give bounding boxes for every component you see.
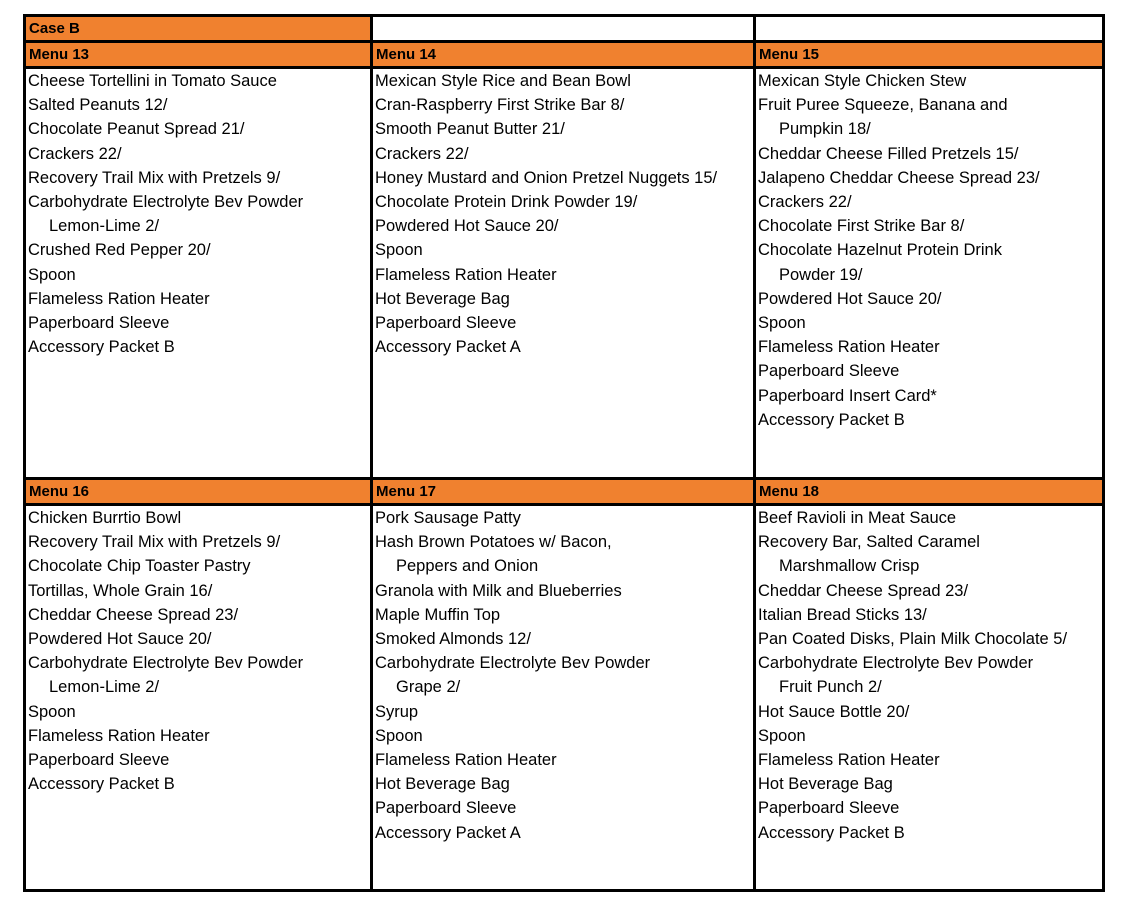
menu-item <box>756 311 1102 335</box>
menu-item-text: Carbohydrate Electrolyte Bev Powder <box>375 654 651 673</box>
menu-item <box>26 263 370 287</box>
menu-item <box>373 142 753 166</box>
menu-16-header: Menu 16 <box>26 480 370 503</box>
menu-item <box>756 651 1102 699</box>
menu-13-header: Menu 13 <box>26 43 370 66</box>
menu-item-text: Accessory Packet A <box>375 338 521 357</box>
menu-item-text: Salted Peanuts 12/ <box>28 96 168 115</box>
menu-item-text: Hot Sauce Bottle 20/ <box>758 702 910 721</box>
menu-item-text: Flameless Ration Heater <box>375 751 557 770</box>
menu-item <box>373 311 753 335</box>
menu-item-text: Paperboard Insert Card* <box>758 386 937 405</box>
menu-item <box>373 651 753 699</box>
menu-item <box>373 627 753 651</box>
menu-item-text: Accessory Packet B <box>28 338 175 357</box>
menu-item <box>373 335 753 359</box>
menu-item <box>373 69 753 93</box>
menu-item-text: Fruit Puree Squeeze, Banana and <box>758 96 1008 115</box>
menu-item <box>756 724 1102 748</box>
blank-header-cell <box>373 17 1102 40</box>
menu-item-text: Recovery Trail Mix with Pretzels 9/ <box>28 533 281 552</box>
menu-item <box>26 603 370 627</box>
menu-item-text: Flameless Ration Heater <box>28 726 210 745</box>
menu-item <box>756 796 1102 820</box>
menu-item-text: Paperboard Sleeve <box>758 799 900 818</box>
menu-13-items <box>26 69 370 359</box>
menu-item <box>26 772 370 796</box>
menu-item <box>756 821 1102 845</box>
menu-item-text: Hot Beverage Bag <box>375 775 510 794</box>
menu-item-text: Jalapeno Cheddar Cheese Spread 23/ <box>758 168 1040 187</box>
menu-item-text: Smoked Almonds 12/ <box>375 630 531 649</box>
menu-item-text: Recovery Trail Mix with Pretzels 9/ <box>28 168 281 187</box>
menu-item-continuation: Marshmallow Crisp <box>779 557 920 576</box>
menu-item-text: Paperboard Sleeve <box>758 362 900 381</box>
menu-item <box>756 700 1102 724</box>
menu-item-text: Paperboard Sleeve <box>375 314 517 333</box>
menu-item-text: Paperboard Sleeve <box>375 799 517 818</box>
menu-item-text: Accessory Packet A <box>375 823 521 842</box>
menu-item-text: Cheddar Cheese Spread 23/ <box>28 605 239 624</box>
menu-item-text: Carbohydrate Electrolyte Bev Powder <box>758 654 1034 673</box>
menu-item-text: Spoon <box>375 241 423 260</box>
menu-item <box>26 287 370 311</box>
menu-item-text: Beef Ravioli in Meat Sauce <box>758 509 957 527</box>
menu-item-text: Powdered Hot Sauce 20/ <box>28 630 212 649</box>
menu-item <box>26 142 370 166</box>
menu-item-text: Crackers 22/ <box>758 193 852 212</box>
menu-item-text: Mexican Style Chicken Stew <box>758 72 967 90</box>
menu-item <box>26 700 370 724</box>
menu-item-continuation: Pumpkin 18/ <box>779 120 871 139</box>
menu-item <box>373 214 753 238</box>
menu-item <box>373 700 753 724</box>
menu-item-text: Flameless Ration Heater <box>758 338 940 357</box>
menu-item-text: Chocolate Hazelnut Protein Drink <box>758 241 1002 260</box>
menu-item <box>756 603 1102 627</box>
menu-item <box>26 748 370 772</box>
menu-item-continuation: Fruit Punch 2/ <box>779 678 882 697</box>
menu-item-text: Spoon <box>758 726 806 745</box>
menu-item <box>756 166 1102 190</box>
menu-item-text: Maple Muffin Top <box>375 605 501 624</box>
menu-item <box>26 117 370 141</box>
menu-item-text: Spoon <box>375 726 423 745</box>
case-label: Case B <box>26 17 370 40</box>
menu-item <box>756 214 1102 238</box>
menu-18-header: Menu 18 <box>756 480 1102 503</box>
menu-item-text: Crackers 22/ <box>28 144 122 163</box>
menu-item-text: Accessory Packet B <box>758 410 905 429</box>
menu-item-text: Italian Bread Sticks 13/ <box>758 605 927 624</box>
menu-item <box>756 530 1102 578</box>
menu-item <box>756 335 1102 359</box>
menu-item-text: Honey Mustard and Onion Pretzel Nuggets 15/ <box>375 168 718 187</box>
menu-17-header: Menu 17 <box>373 480 753 503</box>
menu-item <box>373 748 753 772</box>
menu-item-text: Smooth Peanut Butter 21/ <box>375 120 565 139</box>
menu-item-continuation: Grape 2/ <box>396 678 461 697</box>
menu-item <box>373 603 753 627</box>
menu-item-text: Hot Beverage Bag <box>758 775 893 794</box>
menu-item <box>26 506 370 530</box>
menu-item <box>26 311 370 335</box>
menu-item <box>756 579 1102 603</box>
menu-item <box>373 530 753 578</box>
menu-item <box>373 724 753 748</box>
menu-item-text: Powdered Hot Sauce 20/ <box>375 217 559 236</box>
menu-16-items <box>26 506 370 796</box>
menu-table <box>23 14 1105 892</box>
menu-item <box>756 506 1102 530</box>
menu-item-text: Spoon <box>28 265 76 284</box>
menu-item-text: Carbohydrate Electrolyte Bev Powder <box>28 193 304 212</box>
menu-item <box>26 238 370 262</box>
menu-item <box>373 117 753 141</box>
menu-14-items <box>373 69 753 359</box>
menu-item-text: Cheddar Cheese Spread 23/ <box>758 581 969 600</box>
menu-item <box>373 506 753 530</box>
menu-item-text: Chocolate Protein Drink Powder 19/ <box>375 193 638 212</box>
menu-item <box>756 772 1102 796</box>
menu-item-text: Pan Coated Disks, Plain Milk Chocolate 5/ <box>758 630 1068 649</box>
menu-item <box>26 335 370 359</box>
menu-item-text: Cheese Tortellini in Tomato Sauce <box>28 72 277 90</box>
menu-item <box>373 821 753 845</box>
menu-item-text: Spoon <box>758 314 806 333</box>
menu-item-text: Chicken Burrtio Bowl <box>28 509 182 527</box>
menu-item-text: Carbohydrate Electrolyte Bev Powder <box>28 654 304 673</box>
menu-item-text: Granola with Milk and Blueberries <box>375 581 622 600</box>
menu-item <box>756 287 1102 311</box>
menu-item-text: Crackers 22/ <box>375 144 469 163</box>
menu-item <box>373 263 753 287</box>
menu-item-text: Chocolate First Strike Bar 8/ <box>758 217 965 236</box>
menu-item-text: Crushed Red Pepper 20/ <box>28 241 211 260</box>
menu-item <box>756 359 1102 383</box>
menu-item-text: Chocolate Peanut Spread 21/ <box>28 120 245 139</box>
menu-18-items <box>756 506 1102 845</box>
menu-item-continuation: Powder 19/ <box>779 265 863 284</box>
menu-item <box>756 748 1102 772</box>
menu-item-text: Flameless Ration Heater <box>758 751 940 770</box>
menu-item-text: Syrup <box>375 702 419 721</box>
menu-item-continuation: Lemon-Lime 2/ <box>49 217 160 236</box>
menu-item <box>26 627 370 651</box>
menu-item-text: Chocolate Chip Toaster Pastry <box>28 557 251 576</box>
menu-item <box>26 190 370 238</box>
menu-15-header: Menu 15 <box>756 43 1102 66</box>
menu-item <box>756 627 1102 651</box>
menu-item <box>373 579 753 603</box>
menu-item-text: Accessory Packet B <box>758 823 905 842</box>
menu-item-text: Flameless Ration Heater <box>375 265 557 284</box>
menu-item <box>26 530 370 554</box>
menu-item-text: Flameless Ration Heater <box>28 289 210 308</box>
menu-item <box>26 69 370 93</box>
menu-item-text: Accessory Packet B <box>28 775 175 794</box>
menu-item <box>26 651 370 699</box>
menu-item <box>373 166 753 190</box>
menu-item <box>756 93 1102 141</box>
menu-item <box>756 190 1102 214</box>
menu-item-text: Cheddar Cheese Filled Pretzels 15/ <box>758 144 1019 163</box>
menu-item-text: Spoon <box>28 702 76 721</box>
menu-item-text: Recovery Bar, Salted Caramel <box>758 533 980 552</box>
menu-item-text: Paperboard Sleeve <box>28 314 170 333</box>
menu-15-items <box>756 69 1102 432</box>
menu-item <box>756 238 1102 286</box>
menu-item <box>373 796 753 820</box>
menu-item-text: Tortillas, Whole Grain 16/ <box>28 581 213 600</box>
menu-item-text: Paperboard Sleeve <box>28 751 170 770</box>
menu-item-text: Cran-Raspberry First Strike Bar 8/ <box>375 96 625 115</box>
menu-item-text: Pork Sausage Patty <box>375 509 521 527</box>
menu-item <box>373 190 753 214</box>
menu-item <box>373 287 753 311</box>
menu-item <box>756 408 1102 432</box>
menu-item <box>26 166 370 190</box>
menu-17-items <box>373 506 753 845</box>
menu-item-text: Mexican Style Rice and Bean Bowl <box>375 72 631 90</box>
menu-item-continuation: Peppers and Onion <box>396 557 539 576</box>
menu-item-text: Powdered Hot Sauce 20/ <box>758 289 942 308</box>
menu-item <box>26 554 370 578</box>
menu-item <box>26 724 370 748</box>
menu-item <box>756 69 1102 93</box>
menu-item-text: Hot Beverage Bag <box>375 289 510 308</box>
menu-item <box>756 384 1102 408</box>
menu-item <box>26 579 370 603</box>
menu-item <box>373 238 753 262</box>
menu-item <box>756 142 1102 166</box>
menu-item <box>26 93 370 117</box>
menu-item-continuation: Lemon-Lime 2/ <box>49 678 160 697</box>
menu-item <box>373 772 753 796</box>
menu-14-header: Menu 14 <box>373 43 753 66</box>
menu-item-text: Hash Brown Potatoes w/ Bacon, <box>375 533 612 552</box>
menu-item <box>373 93 753 117</box>
